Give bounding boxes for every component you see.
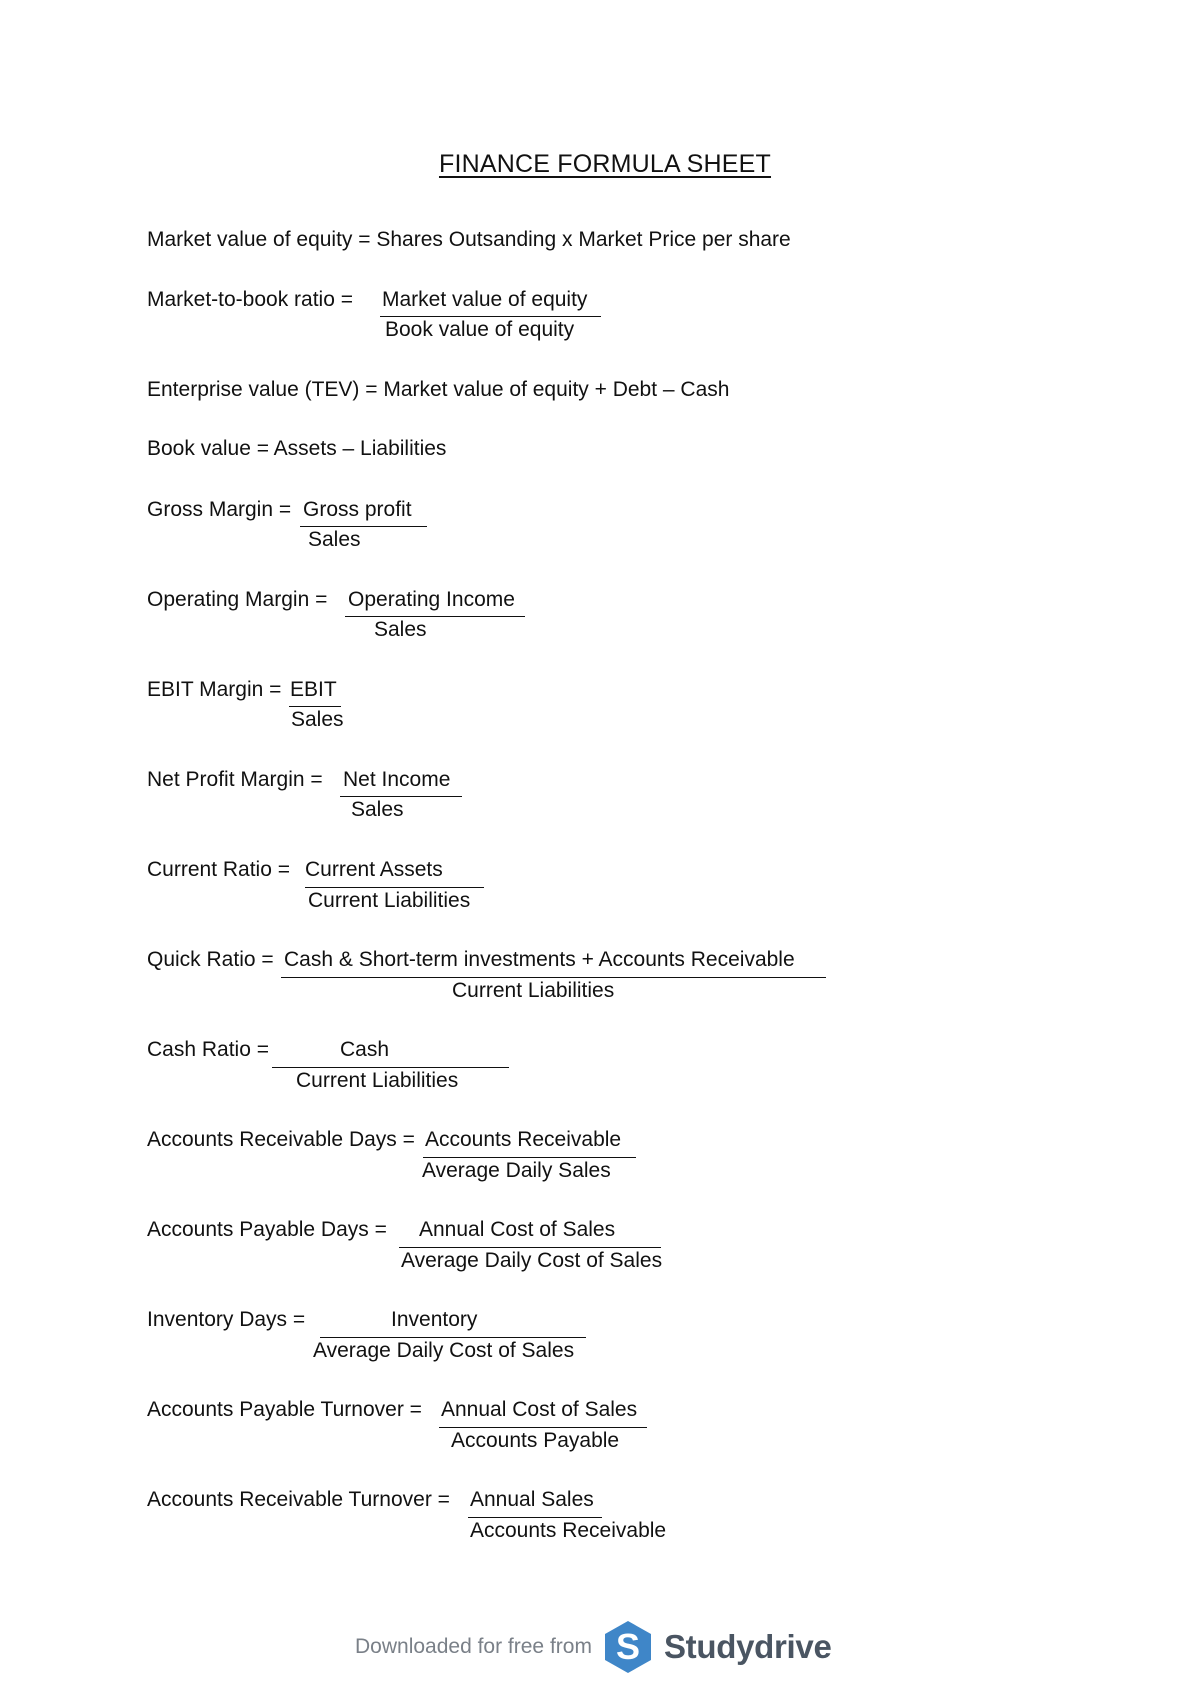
- formula-ap-turnover-lhs: Accounts Payable Turnover =: [147, 1398, 422, 1421]
- formula-enterprise-value: Enterprise value (TEV) = Market value of equity + Debt – Cash: [147, 378, 730, 401]
- denominator: Current Liabilities: [308, 889, 471, 912]
- numerator: Cash & Short-term investments + Accounts Receivable: [284, 948, 795, 971]
- footer-text: Downloaded for free from: [355, 1635, 592, 1658]
- numerator: Current Assets: [305, 858, 443, 881]
- denominator: Accounts Receivable: [470, 1519, 667, 1542]
- fraction-bar: [468, 1517, 602, 1518]
- numerator: Accounts Receivable: [425, 1128, 622, 1151]
- formula-cash-ratio-lhs: Cash Ratio =: [147, 1038, 269, 1061]
- denominator: Sales: [374, 618, 427, 641]
- denominator: Book value of equity: [385, 318, 575, 341]
- numerator: Annual Sales: [470, 1488, 594, 1511]
- denominator: Sales: [351, 798, 404, 821]
- studydrive-brand: Studydrive: [663, 1628, 832, 1665]
- formula-market-to-book-lhs: Market-to-book ratio =: [147, 288, 354, 311]
- fraction-bar: [272, 1067, 509, 1068]
- formula-ebit-margin-lhs: EBIT Margin =: [147, 678, 282, 701]
- fraction-bar: [300, 526, 427, 527]
- download-footer: [355, 1617, 832, 1677]
- studydrive-logo-icon: [602, 1619, 654, 1675]
- formula-net-profit-margin-lhs: Net Profit Margin =: [147, 768, 323, 791]
- numerator: Gross profit: [303, 498, 412, 521]
- denominator: Current Liabilities: [296, 1069, 459, 1092]
- numerator: Annual Cost of Sales: [441, 1398, 638, 1421]
- studydrive-logo-shape: [602, 1619, 654, 1675]
- fraction-bar: [305, 887, 484, 888]
- denominator: Accounts Payable: [451, 1429, 620, 1452]
- denominator: Sales: [291, 708, 344, 731]
- fraction-bar: [340, 796, 462, 797]
- numerator: Cash: [340, 1038, 390, 1061]
- formula-ap-days-lhs: Accounts Payable Days =: [147, 1218, 387, 1241]
- formula-book-value: Book value = Assets – Liabilities: [147, 437, 447, 460]
- fraction-bar: [423, 1157, 636, 1158]
- formula-gross-margin-lhs: Gross Margin =: [147, 498, 292, 521]
- numerator: Operating Income: [348, 588, 515, 611]
- formula-inventory-days-lhs: Inventory Days =: [147, 1308, 306, 1331]
- formula-operating-margin-lhs: Operating Margin =: [147, 588, 328, 611]
- fraction-bar: [439, 1427, 647, 1428]
- page-title: [0, 150, 1200, 179]
- formula-quick-ratio-lhs: Quick Ratio =: [147, 948, 274, 971]
- fraction-bar: [320, 1337, 586, 1338]
- numerator: EBIT: [290, 678, 337, 701]
- denominator: Average Daily Sales: [422, 1159, 611, 1182]
- denominator: Current Liabilities: [452, 979, 615, 1002]
- title-text: FINANCE FORMULA SHEET: [438, 150, 772, 178]
- numerator: Inventory: [391, 1308, 478, 1331]
- fraction-bar: [399, 1247, 661, 1248]
- fraction-bar: [289, 706, 341, 707]
- denominator: Average Daily Cost of Sales: [313, 1339, 575, 1362]
- numerator: Net Income: [343, 768, 451, 791]
- formula-ar-turnover-lhs: Accounts Receivable Turnover =: [147, 1488, 450, 1511]
- formula-current-ratio-lhs: Current Ratio =: [147, 858, 290, 881]
- fraction-bar: [345, 616, 525, 617]
- fraction-bar: [380, 316, 601, 317]
- numerator: Market value of equity: [382, 288, 588, 311]
- fraction-bar: [281, 977, 826, 978]
- denominator: Sales: [308, 528, 361, 551]
- numerator: Annual Cost of Sales: [419, 1218, 616, 1241]
- denominator: Average Daily Cost of Sales: [401, 1249, 663, 1272]
- formula-market-value-equity: Market value of equity = Shares Outsanding x Market Price per share: [147, 228, 791, 251]
- logo-letter: S: [615, 1626, 640, 1667]
- formula-ar-days-lhs: Accounts Receivable Days =: [147, 1128, 415, 1151]
